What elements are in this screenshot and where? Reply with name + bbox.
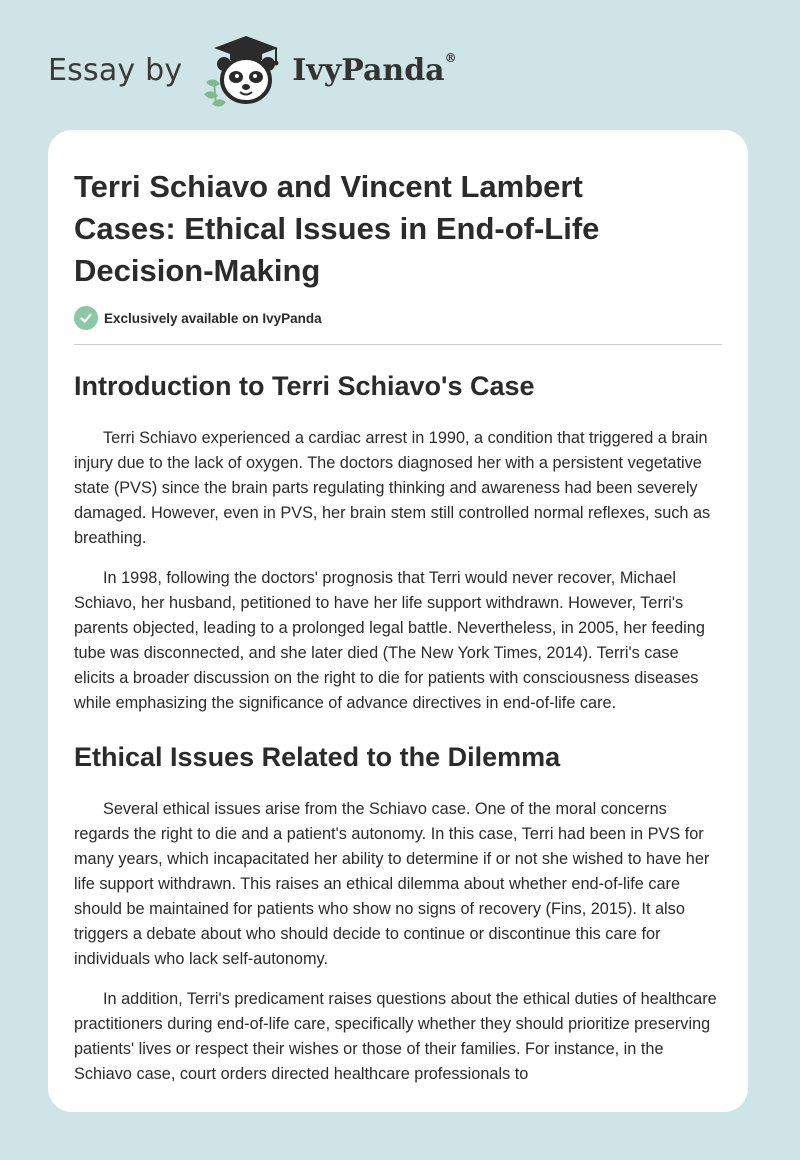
section-ethical-issues xyxy=(74,740,722,1087)
article-title: Terri Schiavo and Vincent Lambert Cases: Ethical Issues in End-of-Life Decision-Making xyxy=(74,169,600,288)
check-circle-icon xyxy=(74,306,98,330)
exclusive-badge-label: Exclusively available on IvyPanda xyxy=(104,310,322,326)
section-heading: Introduction to Terri Schiavo's Case xyxy=(74,371,535,401)
paragraph: Terri Schiavo experienced a cardiac arrest in 1990, a condition that triggered a brain injury due to the lack of oxygen. The doctors diagnosed her with a persistent vegetative state (PVS) since the brain parts regulating thinking and awareness had been severely damaged. However, even in PVS, her brain stem still controlled normal reflexes, such as breathing. xyxy=(74,429,711,547)
brand-name-text: IvyPanda xyxy=(292,52,445,88)
article-card xyxy=(48,130,748,1112)
site-header xyxy=(48,30,457,110)
section-heading: Ethical Issues Related to the Dilemma xyxy=(74,742,561,772)
exclusive-badge xyxy=(74,306,722,345)
brand-prefix: Essay by xyxy=(48,52,183,88)
registered-mark: ® xyxy=(444,50,457,65)
ivypanda-logo-icon[interactable] xyxy=(196,30,286,110)
paragraph: Several ethical issues arise from the Schiavo case. One of the moral concerns regards the right to die and a patient's autonomy. In this case, Terri had been in PVS for many years, which incapacitated her ability to determine if or not she wished to have her life support withdrawn. This raises an ethical dilemma about whether end-of-life care should be maintained for patients who show no signs of recovery (Fins, 2015). It also triggers a debate about who should decide to continue or discontinue this care for individuals who lack self-autonomy. xyxy=(74,800,710,968)
paragraph: In 1998, following the doctors' prognosis that Terri would never recover, Michael Schiavo, her husband, petitioned to have her life support withdrawn. However, Terri's parents objected, leading to a prolonged legal battle. Nevertheless, in 2005, her feeding tube was disconnected, and she later died (The New York Times, 2014). Terri's case elicits a broader discussion on the right to die for patients with consciousness diseases while emphasizing the significance of advance directives in end-of-life care. xyxy=(74,569,705,712)
brand-name xyxy=(292,50,457,88)
section-introduction xyxy=(74,369,722,716)
paragraph: In addition, Terri's predicament raises questions about the ethical duties of healthcare practitioners during end-of-life care, specifically whether they should prioritize preserving patients' lives or respect their wishes or those of their families. For instance, in the Schiavo case, court orders directed healthcare professionals to xyxy=(74,990,717,1083)
